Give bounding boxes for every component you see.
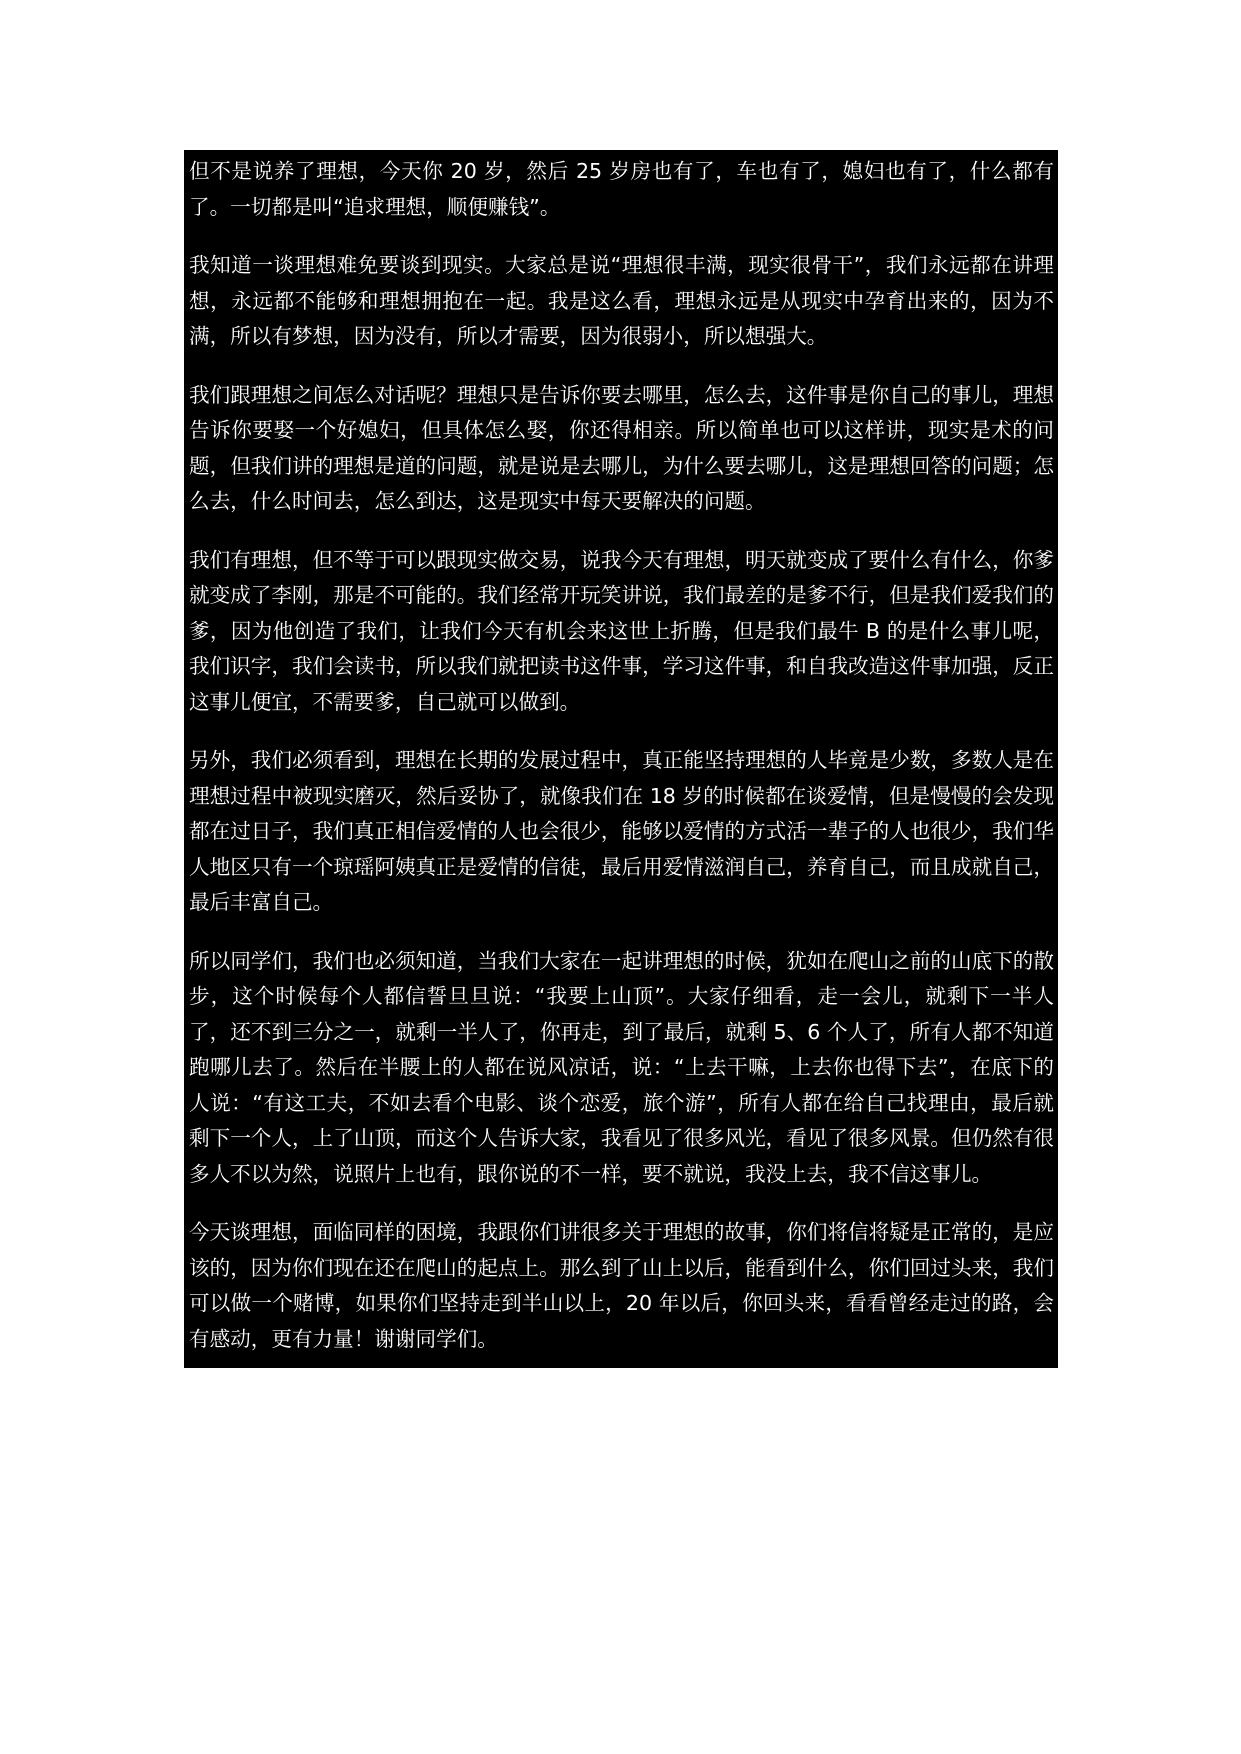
- paragraph-4: 我们有理想，但不等于可以跟现实做交易，说我今天有理想，明天就变成了要什么有什么，你爹就变成了李刚，那是不可能的。我们经常开玩笑讲说，我们最差的是爹不行，但是我们爱我们的爹，因为他创造了我们，让我们今天有机会来这世上折腾，但是我们最牛 B 的是什么事儿呢，我们识字，我们会读书，所以我们就把读书这件事，学习这件事，和自我改造这件事加强，反正这事儿便宜，不需要爹，自己就可以做到。: [189, 547, 1054, 714]
- paragraph-2: 我知道一谈理想难免要谈到现实。大家总是说“理想很丰满，现实很骨干”，我们永远都在讲理想，永远都不能够和理想拥抱在一起。我是这么看，理想永远是从现实中孕育出来的，因为不满，所以有梦想，因为没有，所以才需要，因为很弱小，所以想强大。: [189, 253, 1054, 348]
- highlighted-text-block: [184, 150, 1058, 1368]
- paragraph-5: 另外，我们必须看到，理想在长期的发展过程中，真正能坚持理想的人毕竟是少数，多数人是在理想过程中被现实磨灭，然后妥协了，就像我们在 18 岁的时候都在谈爱情，但是慢慢的会发现都在过日子，我们真正相信爱情的人也会很少，能够以爱情的方式活一辈子的人也很少，我们华人地区只有一个琼瑶阿姨真正是爱情的信徒，最后用爱情滋润自己，养育自己，而且成就自己，最后丰富自己。: [189, 748, 1054, 914]
- paragraph-7: 今天谈理想，面临同样的困境，我跟你们讲很多关于理想的故事，你们将信将疑是正常的，是应该的，因为你们现在还在爬山的起点上。那么到了山上以后，能看到什么，你们回过头来，我们可以做一个赌博，如果你们坚持走到半山以上，20 年以后，你回头来，看看曾经走过的路，会有感动，更有力量！谢谢同学们。: [189, 1220, 1054, 1351]
- paragraph-1: 但不是说养了理想，今天你 20 岁，然后 25 岁房也有了，车也有了，媳妇也有了，什么都有了。一切都是叫“追求理想，顺便赚钱”。: [189, 159, 1054, 219]
- paragraph-6: 所以同学们，我们也必须知道，当我们大家在一起讲理想的时候，犹如在爬山之前的山底下的散步，这个时候每个人都信誓旦旦说：“我要上山顶”。大家仔细看，走一会儿，就剩下一半人了，还不到三分之一，就剩一半人了，你再走，到了最后，就剩 5、6 个人了，所有人都不知道跑哪儿去了。然后在半腰上的人都在说风凉话，说：“上去干嘛，上去你也得下去”，在底下的人说：“有这工夫，不如去看个电影、谈个恋爱，旅个游”，所有人都在给自己找理由，最后就剩下一个人，上了山顶，而这个人告诉大家，我看见了很多风光，看见了很多风景。但仍然有很多人不以为然，说照片上也有，跟你说的不一样，要不就说，我没上去，我不信这事儿。: [189, 948, 1054, 1186]
- paragraph-3: 我们跟理想之间怎么对话呢？理想只是告诉你要去哪里，怎么去，这件事是你自己的事儿，理想告诉你要娶一个好媳妇，但具体怎么娶，你还得相亲。所以简单也可以这样讲，现实是术的问题，但我们讲的理想是道的问题，就是说是去哪儿，为什么要去哪儿，这是理想回答的问题；怎么去，什么时间去，怎么到达，这是现实中每天要解决的问题。: [189, 382, 1054, 513]
